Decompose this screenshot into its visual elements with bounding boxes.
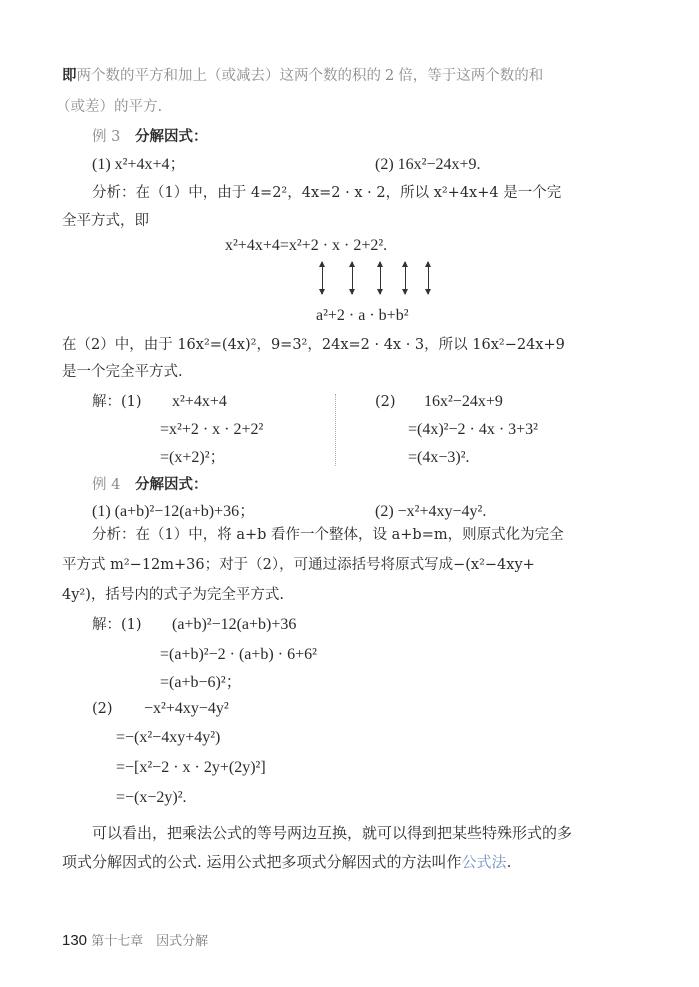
- example4-sol2-line: =−(x−2y)².: [116, 789, 187, 806]
- page-number: 130: [62, 932, 88, 949]
- example3-sol2-line: =(4x)²−2 · 4x · 3+3²: [408, 421, 538, 438]
- example4-sol2-line: −x²+4xy−4y²: [144, 700, 229, 717]
- example4-problem-1: (1) (a+b)²−12(a+b)+36；: [92, 503, 256, 520]
- conclusion-text: 项式分解因式的公式. 运用公式把多项式分解因式的方法叫作: [62, 853, 462, 871]
- example3-sol2-line: 16x²−24x+9: [424, 393, 503, 410]
- example4-sol2-line: =−(x²−4xy+4y²): [116, 729, 221, 746]
- chapter-title: 第十七章 因式分解: [91, 934, 209, 949]
- intro-number: 2: [385, 68, 395, 84]
- example3-analysis-3: 在（2）中，由于 16x²=(4x)²，9=3²，24x=2 · 4x · 3，所以 16x²−24x+9: [62, 337, 565, 353]
- double-arrow-icon: [405, 262, 406, 294]
- double-arrow-icon: [352, 262, 353, 294]
- example3-analysis-4: 是一个完全平方式.: [62, 364, 183, 380]
- intro-line-1: [62, 66, 543, 86]
- example3-sol2-label: (2): [375, 394, 396, 410]
- intro-text-2: 倍，等于这两个数的和: [398, 68, 544, 84]
- example4-sol1-line: =(a+b)²−2 · (a+b) · 6+6²: [160, 646, 317, 663]
- example4-heading: [92, 475, 207, 495]
- double-arrow-icon: [428, 262, 429, 294]
- example3-pattern: a²+2 · a · b+b²: [316, 307, 409, 324]
- example3-heading: [92, 127, 207, 147]
- example3-sol1-line: x²+4x+4: [172, 393, 227, 410]
- double-arrow-icon: [380, 262, 381, 294]
- correspondence-arrows: [318, 262, 438, 296]
- page-footer: [62, 930, 208, 949]
- example4-label: 例 4: [92, 477, 121, 493]
- key-term: 公式法: [461, 853, 507, 871]
- double-arrow-icon: [322, 262, 323, 294]
- example4-analysis-3: 4y²)，括号内的式子为完全平方式.: [62, 587, 284, 603]
- example3-title: 分解因式：: [134, 128, 208, 145]
- intro-line-2: （或差）的平方.: [56, 99, 163, 115]
- conclusion-line-2: [62, 852, 511, 872]
- example3-problem-2: (2) 16x²−24x+9.: [375, 156, 481, 173]
- example3-sol1-line: =x²+2 · x · 2+2²: [160, 421, 264, 438]
- example3-analysis-1: 分析：在（1）中，由于 4=2²，4x=2 · x · 2，所以 x²+4x+4 是一个完: [92, 185, 562, 201]
- example3-analysis-2: 全平方式，即: [62, 213, 149, 229]
- example4-title: 分解因式：: [134, 476, 208, 493]
- example4-problem-2: (2) −x²+4xy−4y².: [375, 503, 487, 520]
- column-divider: [335, 394, 336, 466]
- example3-sol1-line: =(x+2)²；: [160, 449, 226, 466]
- example4-sol2-line: =−[x²−2 · x · 2y+(2y)²]: [116, 759, 266, 776]
- example3-sol2-line: =(4x−3)².: [408, 449, 470, 466]
- example4-solution-label: 解：(1): [92, 617, 142, 633]
- example3-problem-1: (1) x²+4x+4；: [92, 156, 186, 173]
- example4-sol1-line: (a+b)²−12(a+b)+36: [172, 616, 297, 633]
- conclusion-end: .: [506, 853, 512, 871]
- example4-analysis-2: 平方式 m²−12m+36；对于（2），可通过添括号将原式写成−(x²−4xy+: [62, 557, 535, 573]
- example3-solution-label: 解：(1): [92, 394, 142, 410]
- example3-label: 例 3: [92, 129, 121, 145]
- example4-sol1-line: =(a+b−6)²；: [160, 674, 242, 691]
- example4-analysis-1: 分析：在（1）中，将 a+b 看作一个整体，设 a+b=m，则原式化为完全: [92, 527, 564, 543]
- intro-lead: 即: [62, 67, 77, 84]
- intro-text: 两个数的平方和加上（或减去）这两个数的积的: [76, 68, 381, 84]
- example3-equation: x²+4x+4=x²+2 · x · 2+2².: [225, 237, 388, 254]
- conclusion-line-1: 可以看出，把乘法公式的等号两边互换，就可以得到把某些特殊形式的多: [92, 824, 573, 842]
- example4-sol2-label: (2): [92, 701, 113, 717]
